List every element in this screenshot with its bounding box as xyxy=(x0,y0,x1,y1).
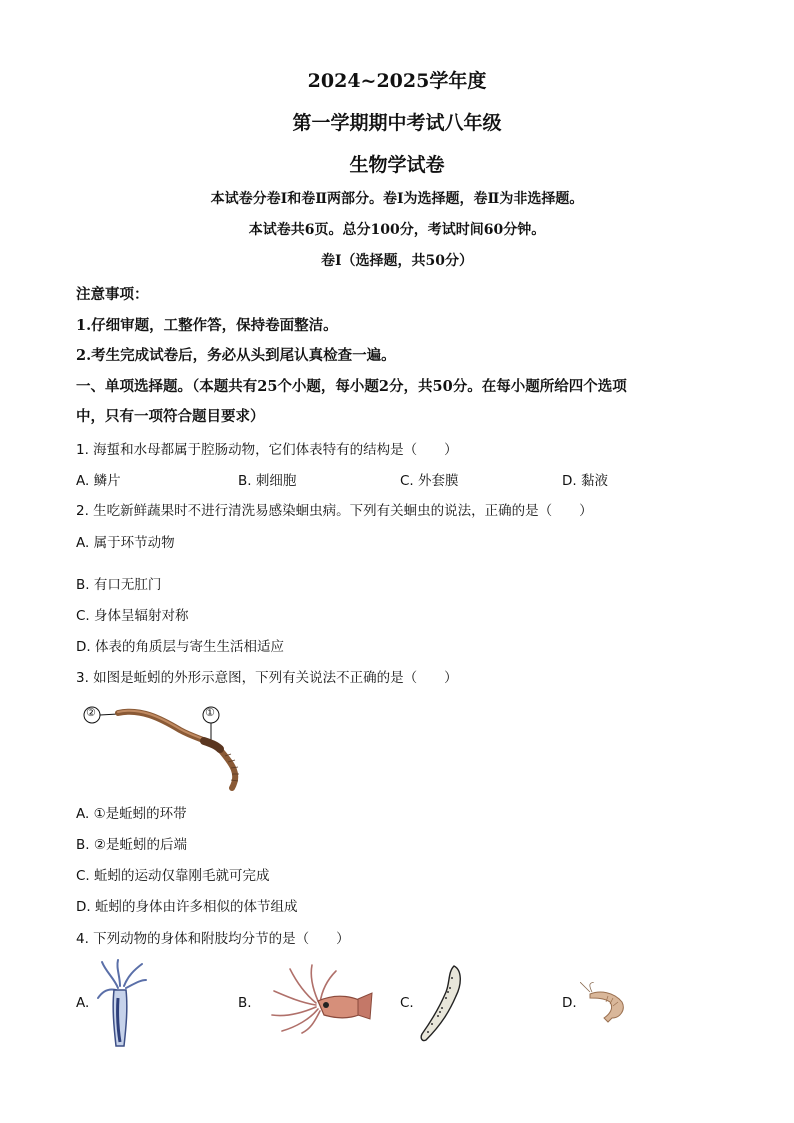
q4-option-d: D. xyxy=(562,995,577,1011)
q2-option-c: C. 身体呈辐射对称 xyxy=(76,608,189,624)
q2-option-b: B. 有口无肛门 xyxy=(76,577,162,593)
exam-name: 第一学期期中考试八年级 xyxy=(292,112,502,134)
notes-title: 注意事项： xyxy=(76,286,149,303)
shrimp-image xyxy=(580,982,630,1026)
q2-option-a: A. 属于环节动物 xyxy=(76,535,175,551)
q3-option-b: B. ②是蚯蚓的后端 xyxy=(76,837,187,853)
section-1-line-2: 中，只有一项符合题目要求） xyxy=(76,408,265,425)
exam-subject: 生物学试卷 xyxy=(349,154,445,176)
exam-info-1: 本试卷分卷Ⅰ和卷Ⅱ两部分。卷Ⅰ为选择题，卷Ⅱ为非选择题。 xyxy=(210,191,584,207)
q3-option-c: C. 蚯蚓的运动仅靠刚毛就可完成 xyxy=(76,868,270,884)
hydra-image xyxy=(96,958,148,1050)
leech-image xyxy=(418,962,470,1044)
earthworm-figure xyxy=(80,700,255,795)
q3-option-d: D. 蚯蚓的身体由许多相似的体节组成 xyxy=(76,899,298,915)
q1-option-d: D. 黏液 xyxy=(562,473,608,489)
q3-option-a: A. ①是蚯蚓的环带 xyxy=(76,806,187,822)
exam-info-2: 本试卷共6页。总分100分，考试时间60分钟。 xyxy=(248,222,546,238)
note-1: 1.仔细审题，工整作答，保持卷面整洁。 xyxy=(76,317,338,334)
q3-stem: 3. 如图是蚯蚓的外形示意图，下列有关说法不正确的是（ ） xyxy=(76,670,458,686)
q2-option-d: D. 体表的角质层与寄生生活相适应 xyxy=(76,639,284,655)
q1-stem: 1. 海蜇和水母都属于腔肠动物，它们体表特有的结构是（ ） xyxy=(76,442,458,458)
q4-option-b: B. xyxy=(238,995,252,1011)
q4-stem: 4. 下列动物的身体和附肢均分节的是（ ） xyxy=(76,931,350,947)
q2-stem: 2. 生吃新鲜蔬果时不进行清洗易感染蛔虫病。下列有关蛔虫的说法，正确的是（ ） xyxy=(76,503,593,519)
q4-option-a: A. xyxy=(76,995,90,1011)
squid-image xyxy=(266,963,374,1035)
q1-option-c: C. 外套膜 xyxy=(400,473,459,489)
q4-option-c: C. xyxy=(400,995,414,1011)
q1-option-a: A. 鳞片 xyxy=(76,473,121,489)
note-2: 2.考生完成试卷后，务必从头到尾认真检查一遍。 xyxy=(76,347,396,364)
figure-label-2: ② xyxy=(86,706,96,719)
figure-label-1: ① xyxy=(205,706,215,719)
q1-option-b: B. 刺细胞 xyxy=(238,473,297,489)
part-1-heading: 卷Ⅰ（选择题，共50分） xyxy=(320,253,474,269)
exam-year: 2024~2025学年度 xyxy=(307,70,487,92)
section-1-line-1: 一、单项选择题。（本题共有25个小题，每小题2分，共50分。在每小题所给四个选项 xyxy=(76,378,627,395)
